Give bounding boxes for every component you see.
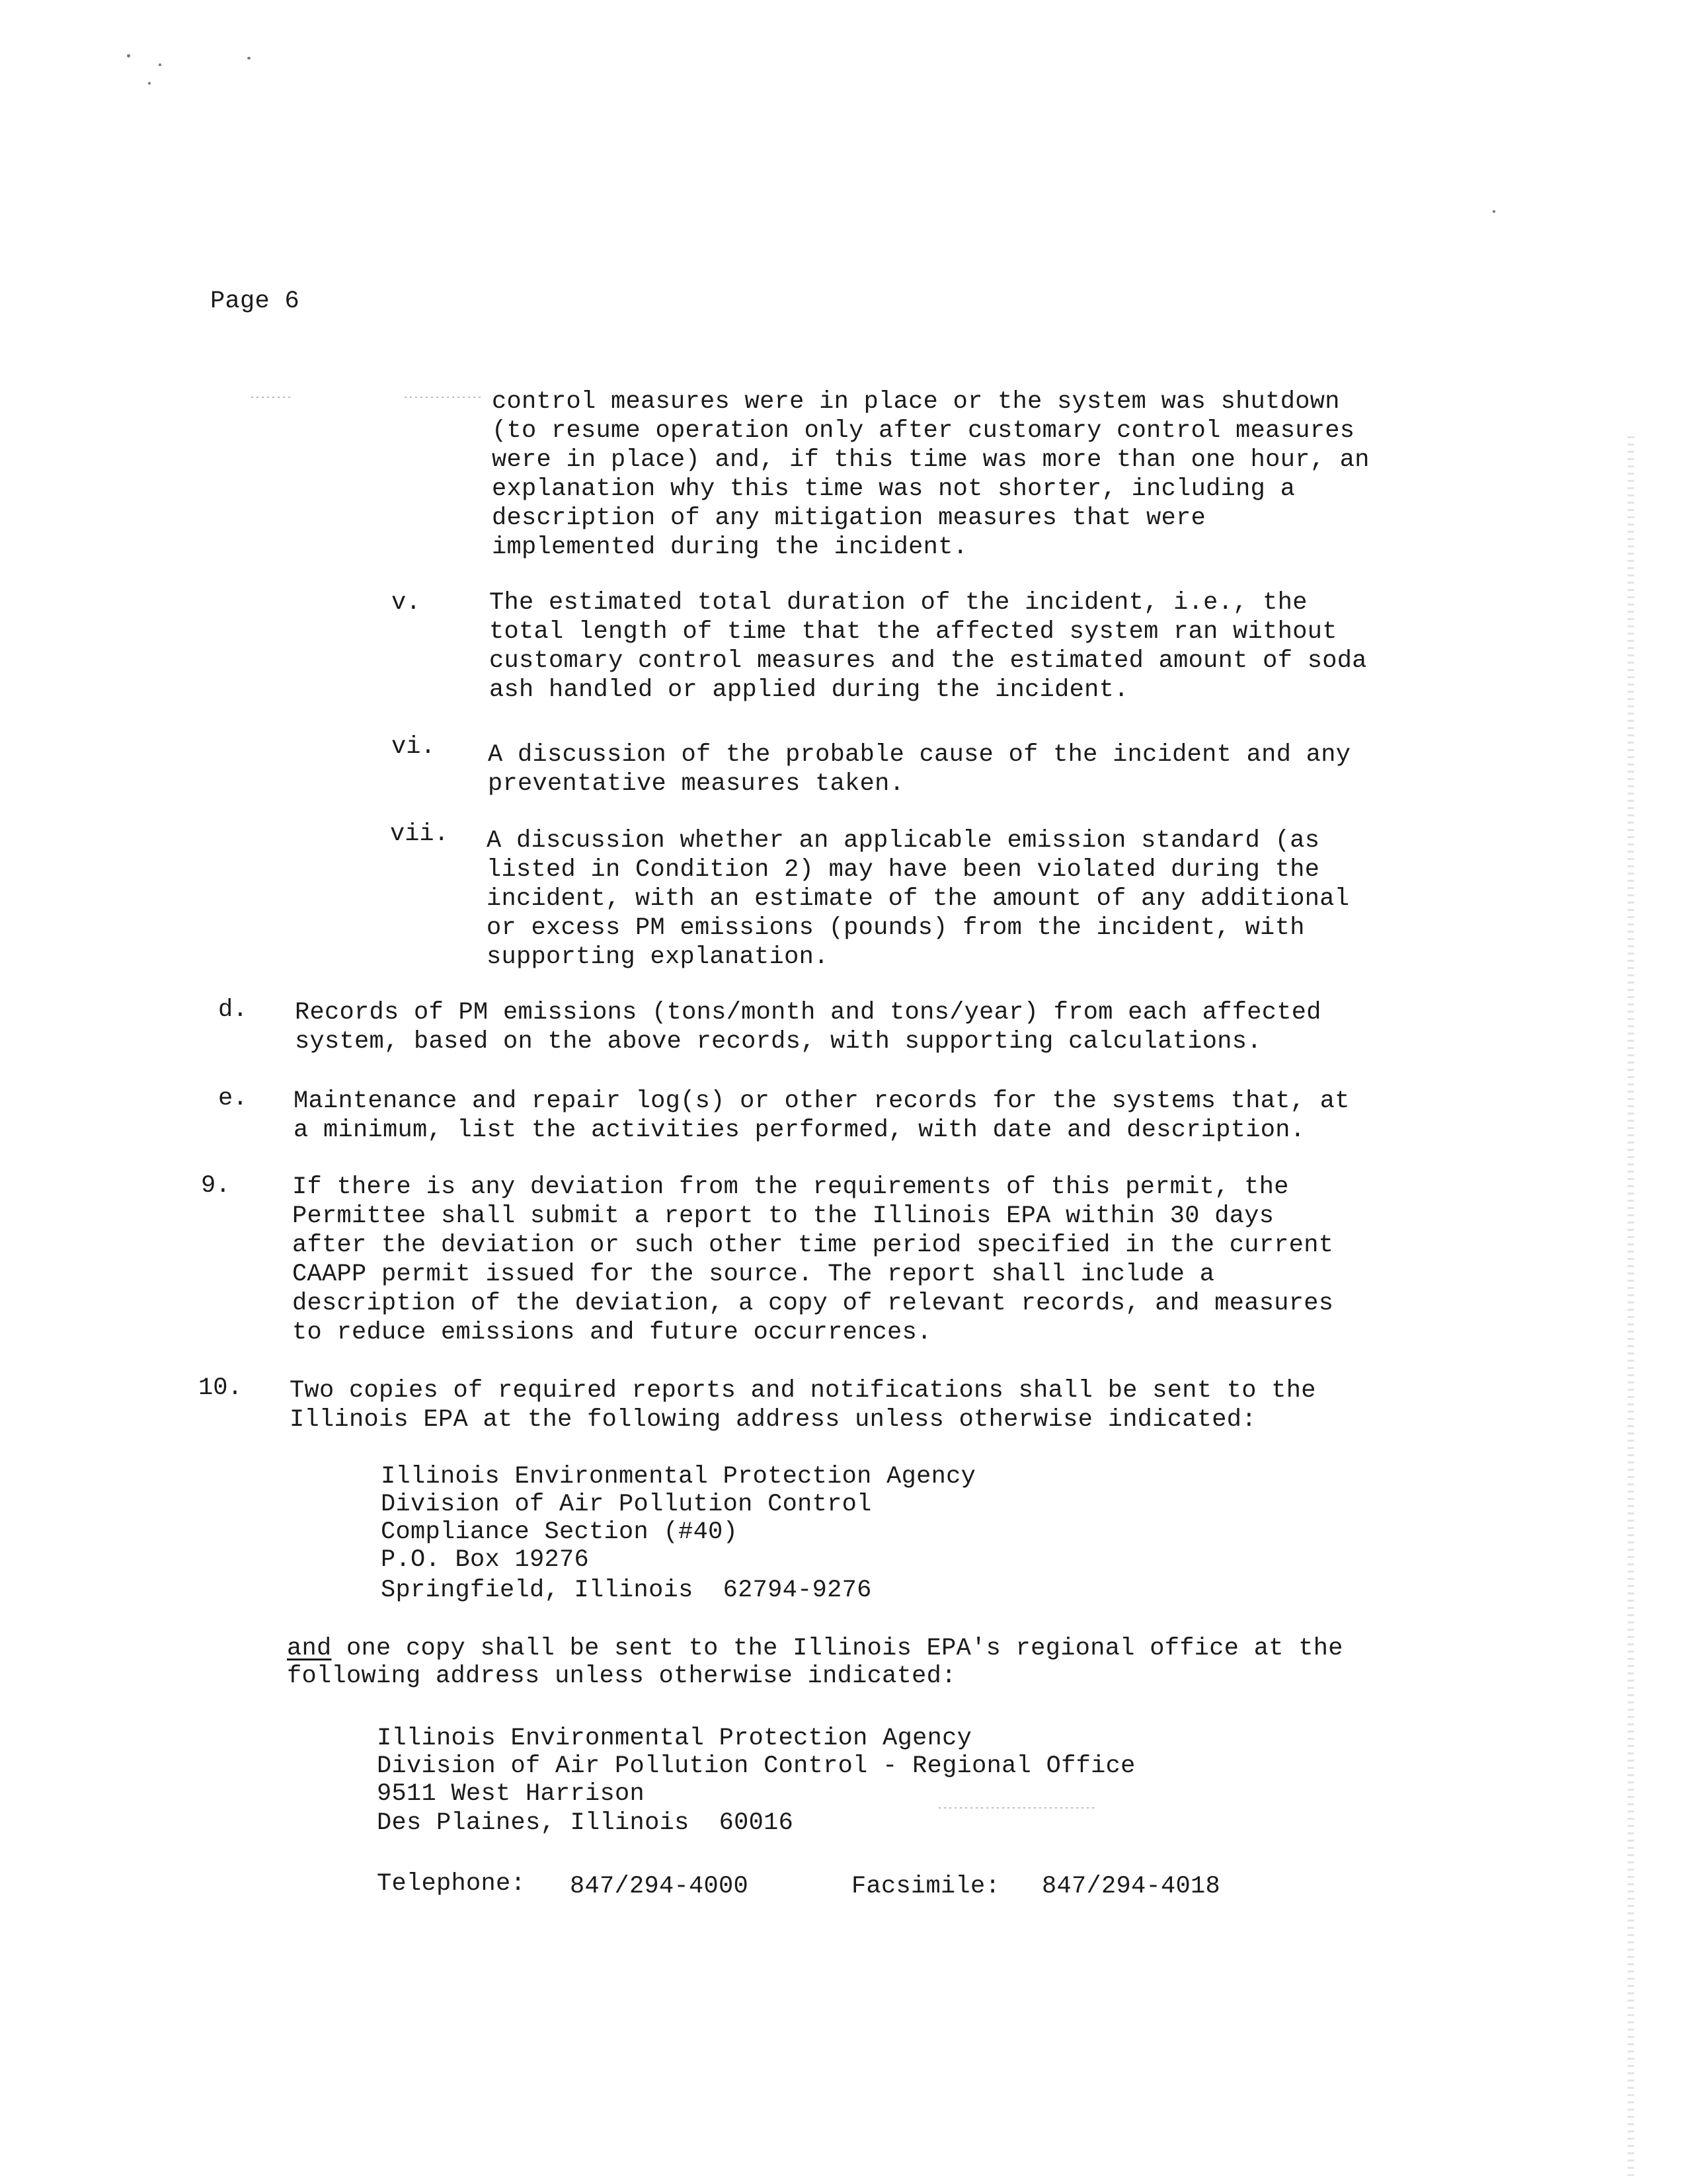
- subitem-marker: vii.: [390, 820, 449, 848]
- scan-dots: [251, 397, 291, 398]
- subitem-text: A discussion of the probable cause of the incident and any preventative measures taken.: [488, 741, 1351, 798]
- regional-intro-rest: one copy shall be sent to the Illinois EPA's regional office at the: [331, 1635, 1343, 1662]
- scan-speck: [1493, 210, 1495, 213]
- page-number: Page 6: [210, 288, 300, 315]
- address-line: Division of Air Pollution Control - Regional Office: [377, 1752, 1136, 1780]
- subitem-text: The estimated total duration of the incident, i.e., the total length of time that the affected system ran without customary control measures and the estimated amount of soda ash handled or applied during the incident.: [489, 589, 1367, 704]
- scan-dots: [939, 1807, 1097, 1809]
- address-line: 9511 West Harrison: [377, 1780, 645, 1808]
- emphasis-and: and: [287, 1635, 332, 1662]
- scan-edge-artifact: [1628, 436, 1634, 2181]
- address-line: Compliance Section (#40): [381, 1518, 738, 1546]
- item-marker: d.: [218, 996, 248, 1024]
- subitem-marker: vi.: [391, 733, 436, 761]
- item-text: Records of PM emissions (tons/month and tons/year) from each affected system, based on the above records, with supporting calculations.: [295, 999, 1321, 1056]
- scan-speck: [148, 82, 151, 85]
- scan-speck: [159, 63, 161, 66]
- facsimile-label: Facsimile:: [851, 1873, 1001, 1900]
- condition-text: Two copies of required reports and notifications shall be sent to the Illinois EPA at the following address unless otherwise indicated:: [290, 1377, 1316, 1434]
- scan-dots: [405, 397, 484, 398]
- telephone-number: 847/294-4000: [570, 1873, 749, 1900]
- address-line: Des Plaines, Illinois 60016: [377, 1809, 794, 1837]
- subitem-text: A discussion whether an applicable emission standard (as listed in Condition 2) may have been violated during the incident, with an estimate of the amount of any additional or excess PM emissions (pounds) from the incident, with supporting explanation.: [487, 827, 1350, 971]
- address-line: P.O. Box 19276: [381, 1546, 590, 1574]
- condition-number: 9.: [201, 1172, 231, 1200]
- condition-text: If there is any deviation from the requirements of this permit, the Permittee shall submit a report to the Illinois EPA within 30 days after the deviation or such other time period specified in the current CAAPP permit issued for the source. The report shall include a description of the deviation, a copy of relevant records, and measures to reduce emissions and future occurrences.: [292, 1173, 1334, 1346]
- condition-number: 10.: [198, 1374, 243, 1402]
- facsimile-number: 847/294-4018: [1042, 1873, 1221, 1900]
- subitem-marker: v.: [391, 589, 421, 617]
- regional-intro-line: [287, 1634, 1343, 1663]
- continuation-paragraph: control measures were in place or the system was shutdown (to resume operation only after customary control measures were in place) and, if this time was more than one hour, an explanation why this time was not shorter, including a description of any mitigation measures that were implemented during the incident.: [492, 388, 1370, 561]
- regional-intro-line: following address unless otherwise indicated:: [287, 1662, 957, 1690]
- address-line: Springfield, Illinois 62794-9276: [381, 1577, 872, 1604]
- address-line: Division of Air Pollution Control: [381, 1491, 872, 1518]
- address-line: Illinois Environmental Protection Agency: [377, 1725, 972, 1752]
- address-line: Illinois Environmental Protection Agency: [381, 1463, 976, 1491]
- scan-speck: [127, 54, 130, 58]
- item-text: Maintenance and repair log(s) or other records for the systems that, at a minimum, list the activities performed, with date and description.: [294, 1087, 1350, 1144]
- scan-speck: [247, 57, 251, 59]
- telephone-label: Telephone:: [377, 1870, 526, 1898]
- item-marker: e.: [218, 1085, 248, 1112]
